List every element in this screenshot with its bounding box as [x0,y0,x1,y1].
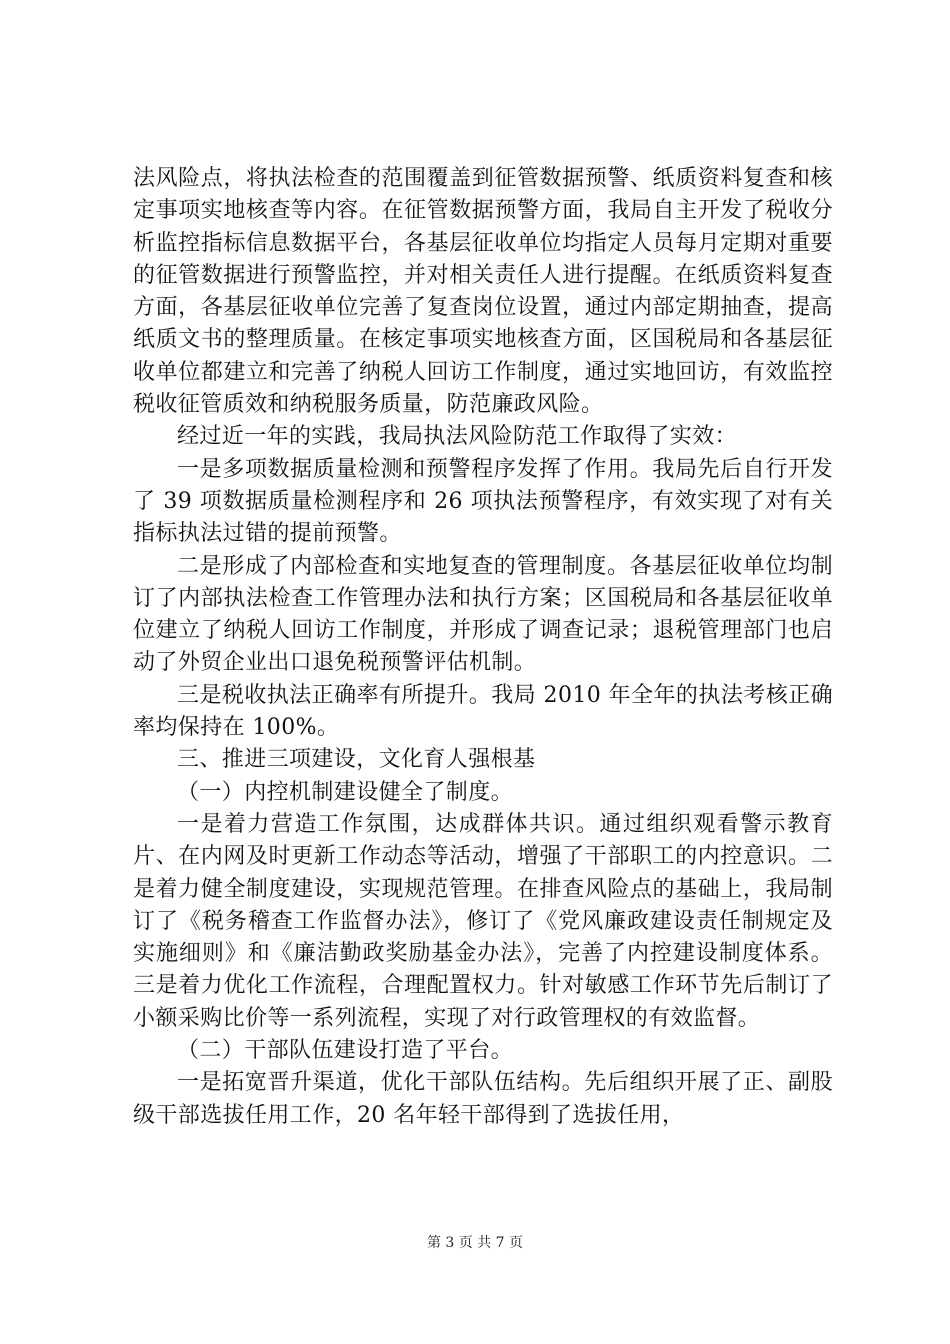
subheading-internal-control: （一）内控机制建设健全了制度。 [177,779,514,805]
section-heading-three: 三、推进三项建设，文化育人强根基 [177,747,536,773]
paragraph-internal-control: 一是着力营造工作氛围，达成群体共识。通过组织观看警示教育片、在内网及时更新工作动态等活动，增强了干部职工的内控意识。二是着力健全制度建设，实现规范管理。在排查风险点的基础上，我局制订了《税务稽查工作监督办法》，修订了《党风廉政建设责任制规定及实施细则》和《廉洁勤政奖励基金办法》，完善了内控建设制度体系。三是着力优化工作流程，合理配置权力。针对敏感工作环节先后制订了小额采购比价等一系列流程，实现了对行政管理权的有效监督。 [133,811,833,1031]
paragraph-point-one: 一是多项数据质量检测和预警程序发挥了作用。我局先后自行开发了 39 项数据质量检测程序和 26 项执法预警程序，有效实现了对有关指标执法过错的提前预警。 [133,456,833,547]
paragraph-summary-intro: 经过近一年的实践，我局执法风险防范工作取得了实效： [177,424,738,450]
subheading-cadre-team: （二）干部队伍建设打造了平台。 [177,1038,514,1064]
paragraph-cadre-team: 一是拓宽晋升渠道，优化干部队伍结构。先后组织开展了正、副股级干部选拔任用工作，20 名年轻干部得到了选拔任用， [133,1070,833,1128]
paragraph-point-three: 三是税收执法正确率有所提升。我局 2010 年全年的执法考核正确率均保持在 100%。 [133,682,833,741]
document-body [133,163,833,1132]
paragraph-continuation: 法风险点，将执法检查的范围覆盖到征管数据预警、纸质资料复查和核定事项实地核查等内容。在征管数据预警方面，我局自主开发了税收分析监控指标信息数据平台，各基层征收单位均指定人员每月定期对重要的征管数据进行预警监控，并对相关责任人进行提醒。在纸质资料复查方面，各基层征收单位完善了复查岗位设置，通过内部定期抽查，提高纸质文书的整理质量。在核定事项实地核查方面，区国税局和各基层征收单位都建立和完善了纳税人回访工作制度，通过实地回访，有效监控税收征管质效和纳税服务质量，防范廉政风险。 [133,166,833,418]
page-footer: 第 3 页 共 7 页 [426,1235,524,1251]
paragraph-point-two: 二是形成了内部检查和实地复查的管理制度。各基层征收单位均制订了内部执法检查工作管理办法和执行方案；区国税局和各基层征收单位建立了纳税人回访工作制度，并形成了调查记录；退税管理部门也启动了外贸企业出口退免税预警评估机制。 [133,553,833,676]
